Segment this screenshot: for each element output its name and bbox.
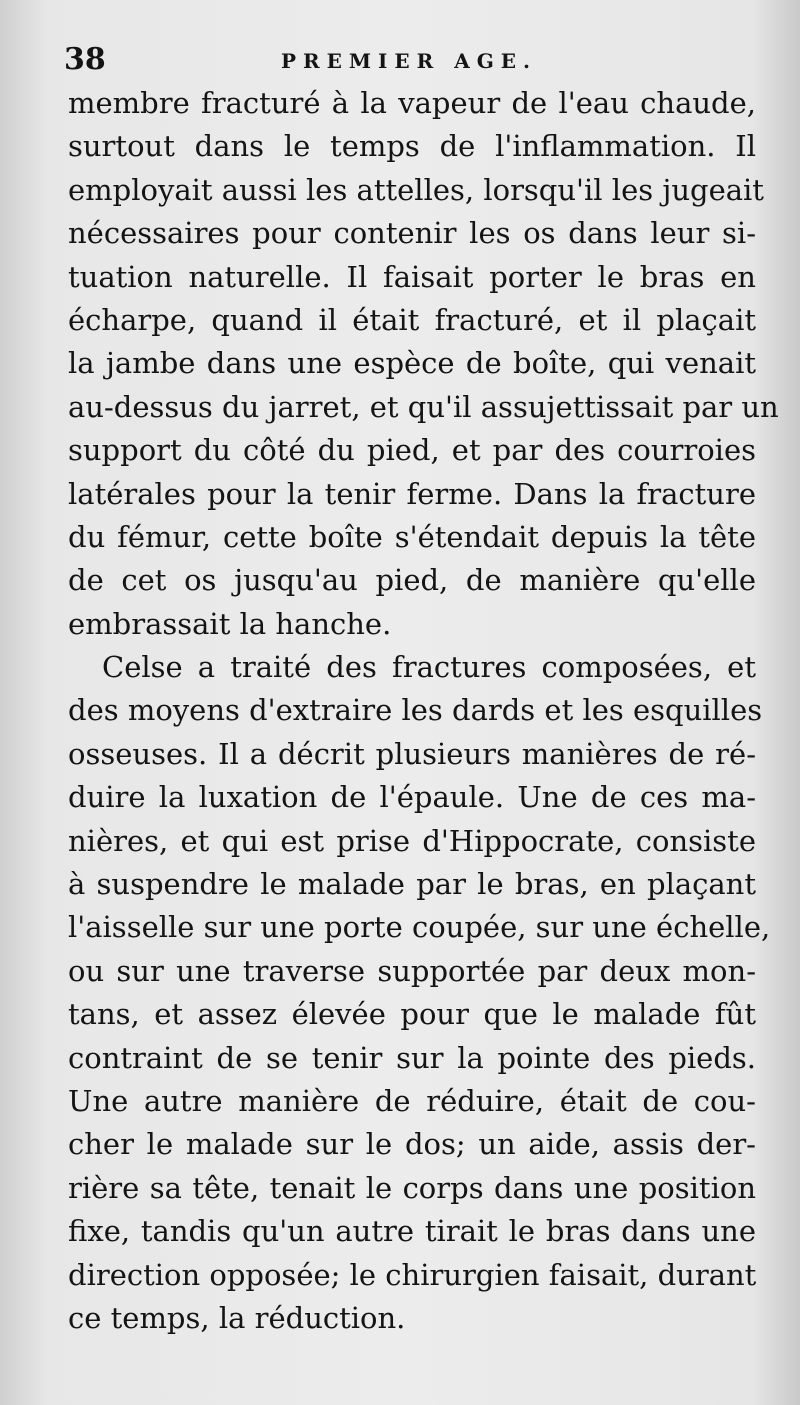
text-line: duire la luxation de l'épaule. Une de ces ma- xyxy=(68,780,756,815)
text-line: écharpe, quand il était fracturé, et il plaçait xyxy=(68,302,756,337)
text-line: ce temps, la réduction. xyxy=(68,1300,406,1335)
body-text xyxy=(68,82,779,1340)
text-line: des moyens d'extraire les dards et les esquilles xyxy=(68,693,763,728)
text-line: osseuses. Il a décrit plusieurs manières de ré- xyxy=(68,736,756,771)
text-line: du fémur, cette boîte s'étendait depuis la tête xyxy=(68,519,756,554)
page-number: 38 xyxy=(64,42,106,77)
text-line: ou sur une traverse supportée par deux mon- xyxy=(68,953,756,988)
text-line: cher le malade sur le dos; un aide, assis der- xyxy=(68,1127,756,1162)
text-line: nières, et qui est prise d'Hippocrate, consiste xyxy=(68,823,756,858)
text-line: employait aussi les attelles, lorsqu'il les jugeait xyxy=(68,172,764,207)
text-line: support du côté du pied, et par des courroies xyxy=(68,433,756,468)
text-line: fixe, tandis qu'un autre tirait le bras dans une xyxy=(68,1214,756,1249)
text-line: tans, et assez élevée pour que le malade fût xyxy=(68,997,756,1032)
text-line: contraint de se tenir sur la pointe des pieds. xyxy=(68,1040,756,1075)
text-line: embrassait la hanche. xyxy=(68,606,392,641)
text-line: l'aisselle sur une porte coupée, sur une échelle, xyxy=(68,910,771,945)
paragraph-1 xyxy=(68,82,779,646)
text-line: à suspendre le malade par le bras, en plaçant xyxy=(68,867,756,902)
text-line: latérales pour la tenir ferme. Dans la fracture xyxy=(68,476,756,511)
text-line: nécessaires pour contenir les os dans leur si- xyxy=(68,216,756,251)
paragraph-2 xyxy=(68,646,771,1340)
text-line: de cet os jusqu'au pied, de manière qu'elle xyxy=(68,563,756,598)
text-line: Une autre manière de réduire, était de cou- xyxy=(68,1083,756,1118)
running-head: PREMIER AGE. xyxy=(280,49,538,73)
text-line: Celse a traité des fractures composées, et xyxy=(102,650,756,685)
text-line: rière sa tête, tenait le corps dans une position xyxy=(68,1170,756,1205)
text-line: membre fracturé à la vapeur de l'eau chaude, xyxy=(68,86,756,120)
text-line: au-dessus du jarret, et qu'il assujettissait par un xyxy=(68,389,779,424)
text-line: tuation naturelle. Il faisait porter le bras en xyxy=(68,259,756,294)
text-line: surtout dans le temps de l'inflammation. Il xyxy=(68,129,756,164)
text-line: la jambe dans une espèce de boîte, qui venait xyxy=(68,346,756,381)
text-line: direction opposée; le chirurgien faisait, durant xyxy=(68,1257,757,1292)
page-header xyxy=(64,42,754,78)
